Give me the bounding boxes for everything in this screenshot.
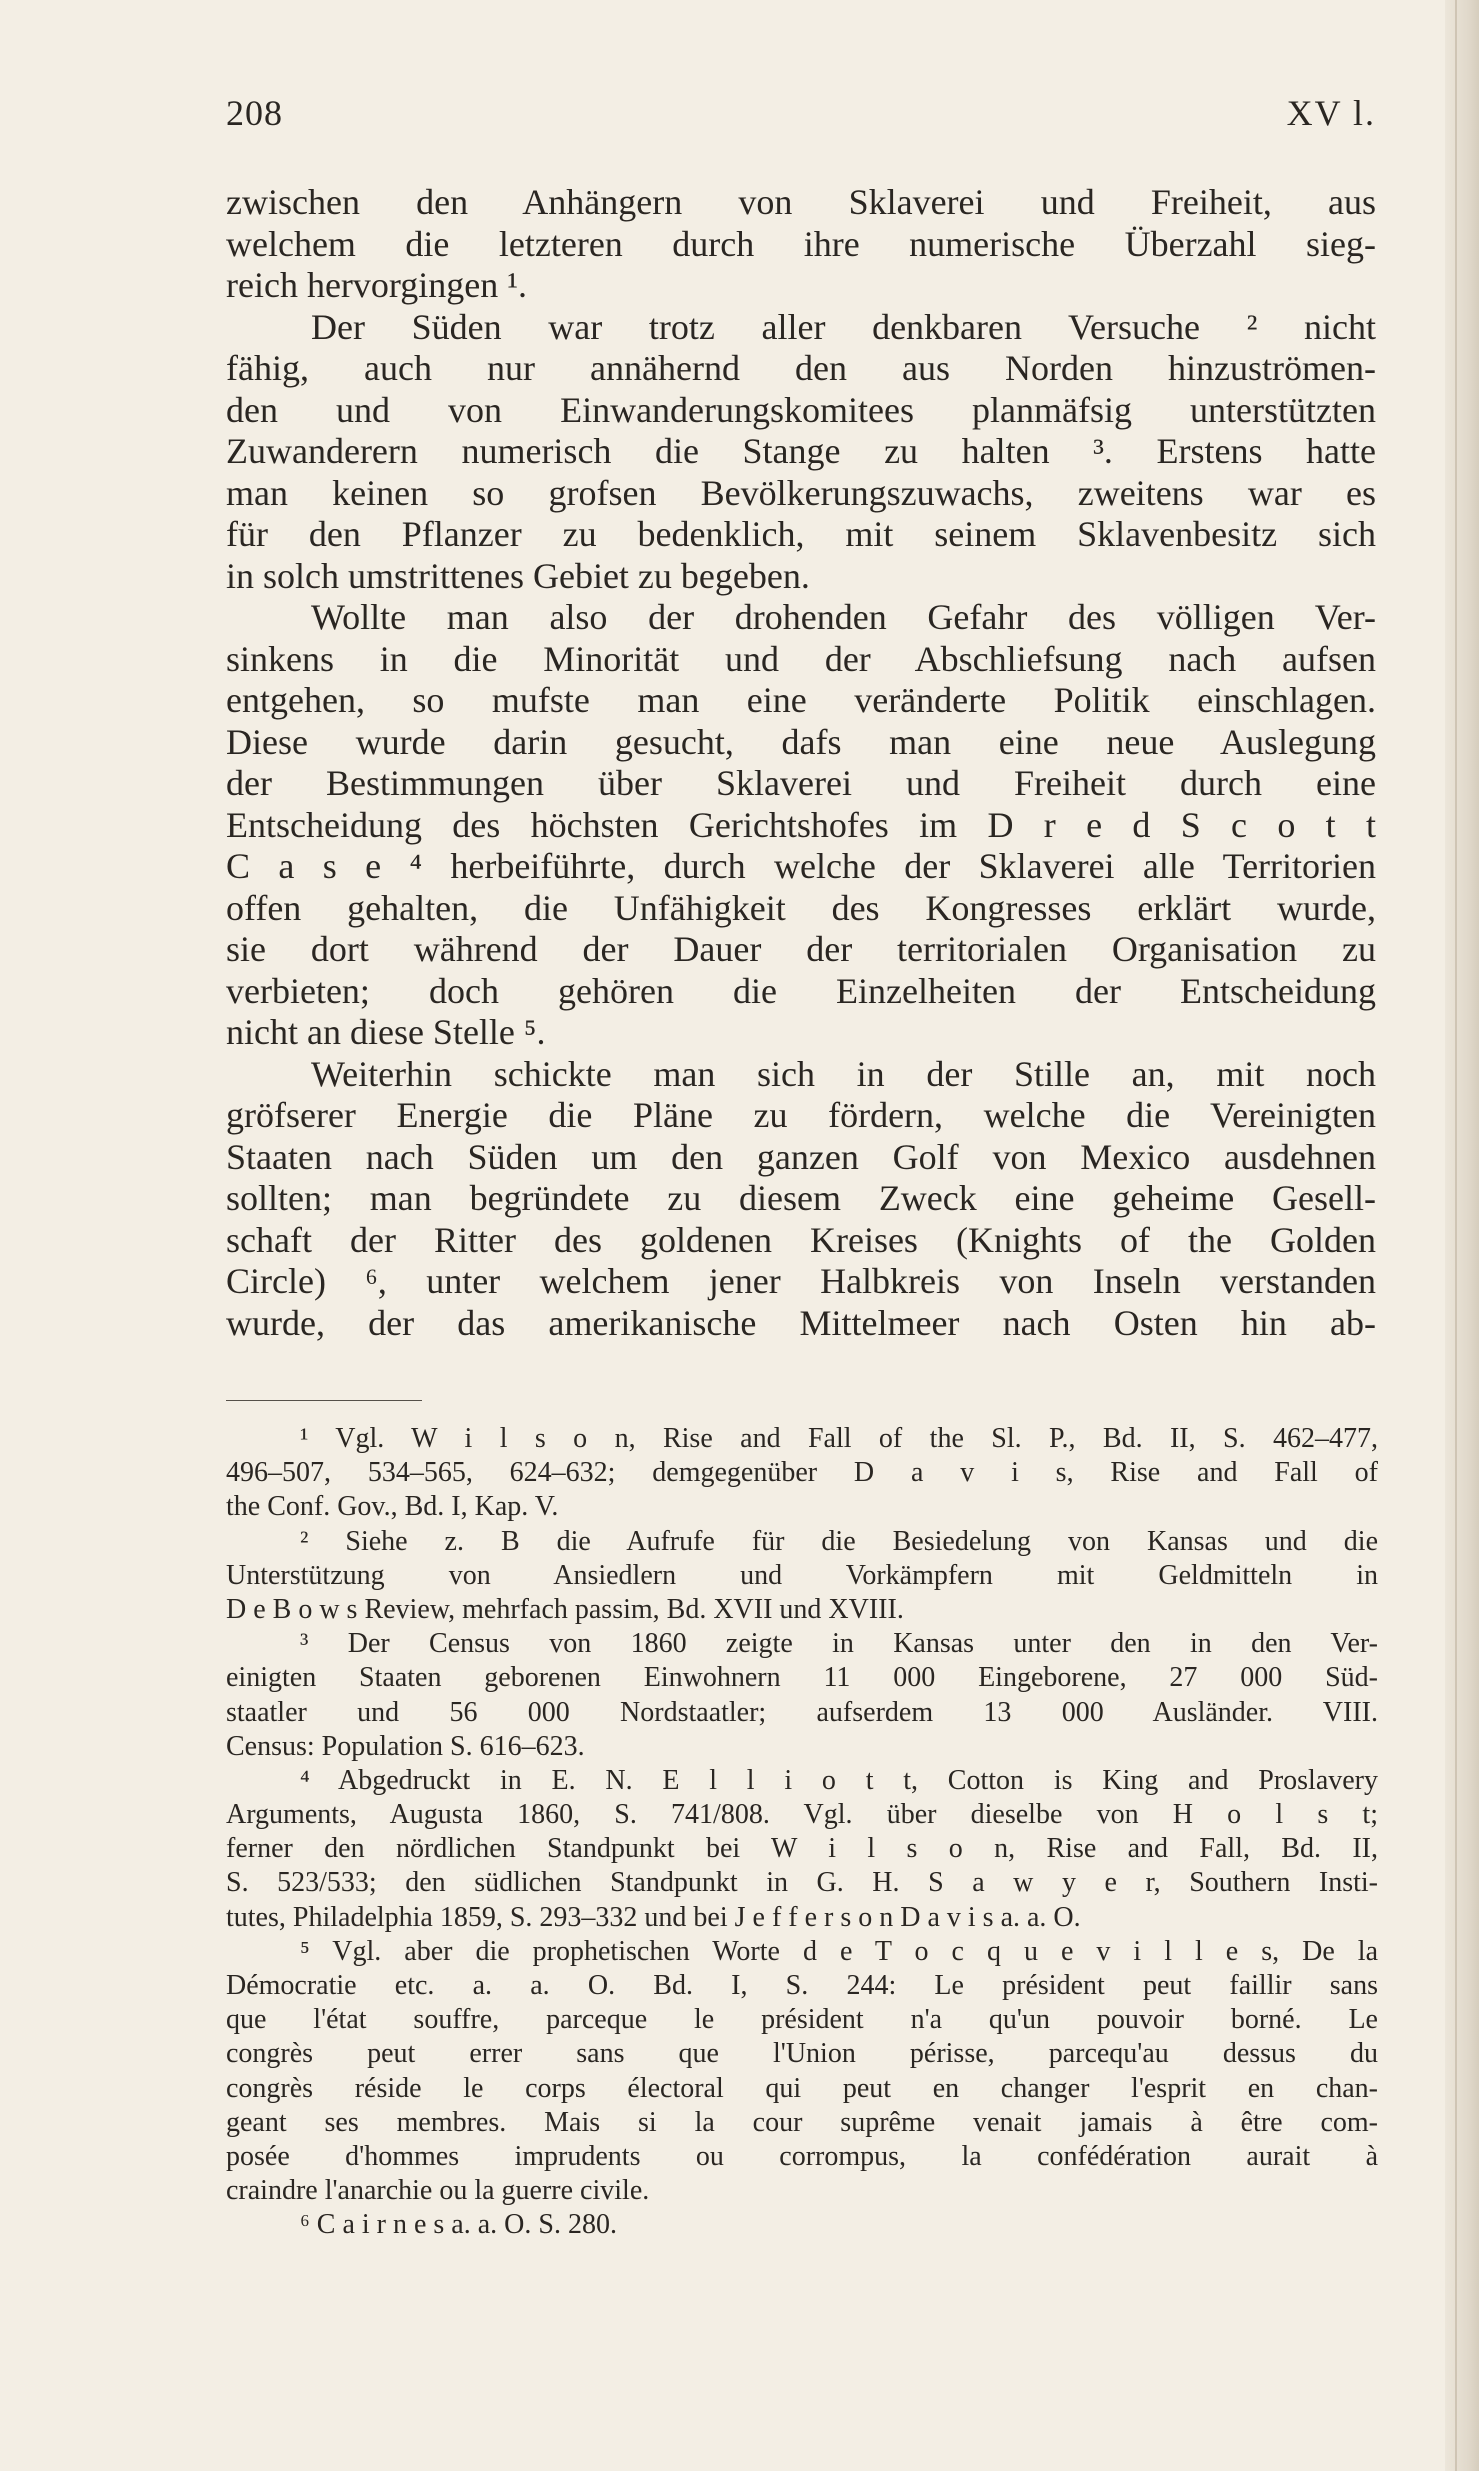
- text-line: man keinen so grofsen Bevölkerungszuwachs, zweitens war es: [226, 472, 1376, 513]
- chapter-mark: XV l.: [1286, 93, 1376, 133]
- text-line: entgehen, so mufste man eine veränderte Politik einschlagen.: [226, 680, 1376, 720]
- text-line: verbieten; doch gehören die Einzelheiten der Entscheidung: [226, 970, 1376, 1011]
- footnote-line: craindre l'anarchie ou la guerre civile.: [226, 2175, 650, 2207]
- text-line: nicht an diese Stelle ⁵.: [226, 1012, 546, 1052]
- footnote-line: ferner den nördlichen Standpunkt bei W i l s o n, Rise and Fall, Bd. II,: [226, 1833, 1378, 1865]
- text-line: in solch umstrittenes Gebiet zu begeben.: [226, 555, 810, 596]
- text-line: Diese wurde darin gesucht, dafs man eine neue Auslegung: [226, 721, 1376, 762]
- text-line: Weiterhin schickte man sich in der Stille an, mit noch: [311, 1053, 1376, 1094]
- text-line: sollten; man begründete zu diesem Zweck eine geheime Gesell-: [226, 1178, 1376, 1218]
- text-line: sie dort während der Dauer der territorialen Organisation zu: [226, 929, 1376, 969]
- text-line: Wollte man also der drohenden Gefahr des völligen Ver-: [311, 597, 1376, 637]
- footnote-line: ¹ Vgl. W i l s o n, Rise and Fall of the Sl. P., Bd. II, S. 462–477,: [300, 1423, 1378, 1454]
- footnote-line: geant ses membres. Mais si la cour suprême venait jamais à être com-: [226, 2106, 1378, 2138]
- text-line: offen gehalten, die Unfähigkeit des Kongresses erklärt wurde,: [226, 887, 1376, 928]
- footnote-line: D e B o w s Review, mehrfach passim, Bd. XVII und XVIII.: [226, 1593, 904, 1625]
- text-line: den und von Einwanderungskomitees planmäfsig unterstützten: [226, 389, 1376, 430]
- footnote-line: tutes, Philadelphia 1859, S. 293–332 und bei J e f f e r s o n D a v i s a. a. O.: [226, 1901, 1081, 1933]
- footnote-line: congrès réside le corps électoral qui peut en changer l'esprit en chan-: [226, 2072, 1378, 2104]
- text-line: Der Süden war trotz aller denkbaren Versuche ² nicht: [311, 306, 1376, 347]
- footnote-line: ⁵ Vgl. aber die prophetischen Worte d e T o c q u e v i l l e s, De la: [300, 1935, 1378, 1967]
- footnote-line: S. 523/533; den südlichen Standpunkt in G. H. S a w y e r, Southern Insti-: [226, 1867, 1378, 1899]
- page-edge-line: [1455, 0, 1457, 2471]
- footnote-line: posée d'hommes imprudents ou corrompus, la confédération aurait à: [226, 2140, 1378, 2172]
- text-line: Staaten nach Süden um den ganzen Golf von Mexico ausdehnen: [226, 1136, 1376, 1177]
- footnote-line: Arguments, Augusta 1860, S. 741/808. Vgl. über dieselbe von H o l s t;: [226, 1799, 1378, 1831]
- footnote-line: congrès peut errer sans que l'Union périsse, parcequ'au dessus du: [226, 2038, 1378, 2070]
- footnote-line: Démocratie etc. a. a. O. Bd. I, S. 244: Le président peut faillir sans: [226, 1970, 1378, 2001]
- footnote-line: ⁶ C a i r n e s a. a. O. S. 280.: [300, 2209, 617, 2241]
- text-line: Entscheidung des höchsten Gerichtshofes im D r e d S c o t t: [226, 804, 1376, 845]
- text-line: sinkens in die Minorität und der Abschliefsung nach aufsen: [226, 638, 1376, 679]
- footnote-line: staatler und 56 000 Nordstaatler; aufserdem 13 000 Ausländer. VIII.: [226, 1696, 1378, 1728]
- page-edge: [1445, 0, 1479, 2471]
- text-line: Circle) ⁶, unter welchem jener Halbkreis von Inseln verstanden: [226, 1261, 1376, 1301]
- footnote-line: einigten Staaten geborenen Einwohnern 11 000 Eingeborene, 27 000 Süd-: [226, 1662, 1378, 1694]
- text-line: für den Pflanzer zu bedenklich, mit seinem Sklavenbesitz sich: [226, 514, 1376, 554]
- footnote-line: ² Siehe z. B die Aufrufe für die Besiedelung von Kansas und die: [300, 1525, 1378, 1557]
- page-number: 208: [226, 93, 283, 133]
- text-line: gröfserer Energie die Pläne zu fördern, welche die Vereinigten: [226, 1095, 1376, 1135]
- running-header: [226, 92, 1376, 142]
- text-line: C a s e ⁴ herbeiführte, durch welche der Sklaverei alle Territorien: [226, 846, 1376, 886]
- main-text: [226, 182, 1376, 1344]
- footnote-line: ³ Der Census von 1860 zeigte in Kansas unter den in den Ver-: [300, 1628, 1378, 1660]
- footnote-line: the Conf. Gov., Bd. I, Kap. V.: [226, 1491, 559, 1523]
- footnote-line: Unterstützung von Ansiedlern und Vorkämpfern mit Geldmitteln in: [226, 1559, 1378, 1591]
- text-line: schaft der Ritter des goldenen Kreises (Knights of the Golden: [226, 1219, 1376, 1260]
- text-line: zwischen den Anhängern von Sklaverei und Freiheit, aus: [226, 182, 1376, 222]
- text-line: fähig, auch nur annähernd den aus Norden hinzuströmen-: [226, 348, 1376, 388]
- text-line: wurde, der das amerikanische Mittelmeer nach Osten hin ab-: [226, 1302, 1376, 1343]
- text-line: reich hervorgingen ¹.: [226, 265, 528, 305]
- footnote-separator: [226, 1400, 422, 1401]
- text-line: Zuwanderern numerisch die Stange zu halten ³. Erstens hatte: [226, 431, 1376, 471]
- text-line: der Bestimmungen über Sklaverei und Freiheit durch eine: [226, 763, 1376, 803]
- footnote-line: que l'état souffre, parceque le président n'a qu'un pouvoir borné. Le: [226, 2004, 1378, 2036]
- footnotes: [226, 1422, 1378, 2243]
- text-line: welchem die letzteren durch ihre numerische Überzahl sieg-: [226, 223, 1376, 264]
- footnote-line: 496–507, 534–565, 624–632; demgegenüber D a v i s, Rise and Fall of: [226, 1457, 1378, 1489]
- footnote-line: ⁴ Abgedruckt in E. N. E l l i o t t, Cotton is King and Proslavery: [300, 1764, 1378, 1796]
- footnote-line: Census: Population S. 616–623.: [226, 1730, 585, 1762]
